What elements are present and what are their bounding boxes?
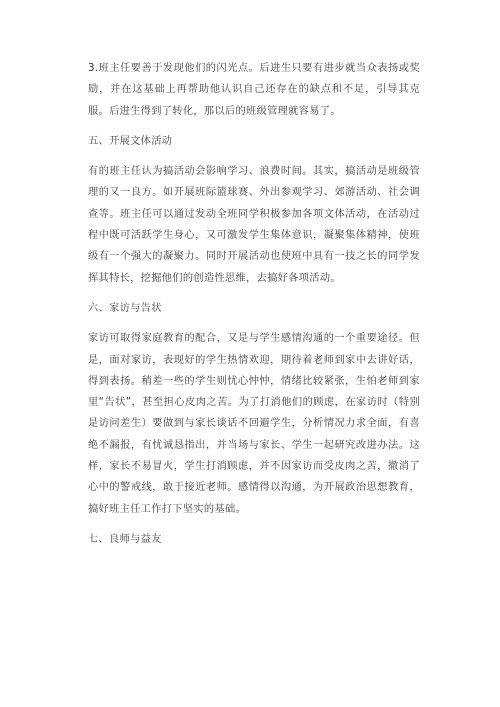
section-heading-5: 五、开展文体活动 [88,135,173,147]
section-heading-7: 七、良师与益友 [88,533,162,545]
paragraph-item-3: 3.班主任要善于发现他们的闪光点。后进生只要有进步就当众表扬或奖励，并在这基础上再帮助他认识自己还存在的缺点和不足，引导其克服。后进生得到了转化，那以后的班级管理就容易了。 [88,63,420,117]
paragraph-section-6: 家访可取得家庭教育的配合，又是与学生感情沟通的一个重要途径。但是，面对家访，表现好的学生热情欢迎，期待着老师到家中去讲好话，得到表扬。稍差一些的学生则忧心忡忡，情绪比较紧张，生怕老师到家里“告状”，甚至担心皮肉之苦。为了打消他们的顾虑，在家访时（特别是访问差生）要做到与家长谈话不回避学生，分析情况力求全面，有喜绝不漏报，有忧诚恳指出，并当场与家长、学生一起研究改进办法。这样，家长不易冒火，学生打消顾虑，并不因家访而受皮肉之苦，撤消了心中的警戒线，敢于接近老师。感情得以沟通，为开展政治思想教育，搞好班主任工作打下坚实的基础。 [88,333,420,515]
section-heading-6: 六、家访与告状 [88,302,162,314]
paragraph-section-5: 有的班主任认为搞活动会影响学习、浪费时间。其实，搞活动是班级管理的又一良方。如开展班际篮球赛、外出参观学习、郊游活动、社会调查等。班主任可以通过发动全班同学积极参加各项文体活动，在活动过程中既可活跃学生身心，又可激发学生集体意识，凝聚集体精神，使班级有一个强大的凝聚力。同时开展活动也使班中具有一技之长的同学发挥其特长，挖掘他们的创造性思维，去搞好各项活动。 [88,166,420,284]
document-body [88,58,420,559]
